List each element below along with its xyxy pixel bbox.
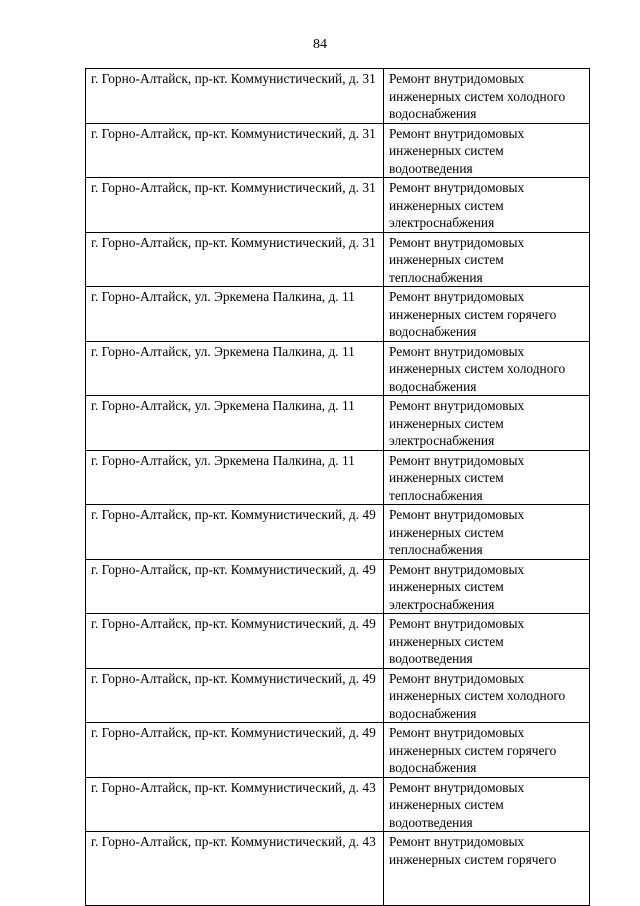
address-cell: г. Горно-Алтайск, ул. Эркемена Палкина, д. 11 [86,341,384,396]
work-type-cell: Ремонт внутридомовых инженерных систем холодного водоснабжения [384,668,590,723]
table-row [86,668,590,723]
work-type-cell: Ремонт внутридомовых инженерных систем горячего водоснабжения [384,723,590,778]
address-cell: г. Горно-Алтайск, пр-кт. Коммунистический, д. 43 [86,832,384,906]
table-row [86,341,590,396]
works-table-body [86,69,590,906]
work-type-cell: Ремонт внутридомовых инженерных систем теплоснабжения [384,505,590,560]
address-cell: г. Горно-Алтайск, пр-кт. Коммунистический, д. 43 [86,777,384,832]
table-row [86,287,590,342]
address-cell: г. Горно-Алтайск, пр-кт. Коммунистический, д. 31 [86,69,384,124]
work-type-cell: Ремонт внутридомовых инженерных систем водоотведения [384,123,590,178]
table-row [86,396,590,451]
work-type-cell: Ремонт внутридомовых инженерных систем теплоснабжения [384,450,590,505]
address-cell: г. Горно-Алтайск, пр-кт. Коммунистический, д. 49 [86,668,384,723]
address-cell: г. Горно-Алтайск, пр-кт. Коммунистический, д. 31 [86,123,384,178]
work-type-cell: Ремонт внутридомовых инженерных систем электроснабжения [384,559,590,614]
works-table [85,68,590,906]
work-type-cell: Ремонт внутридомовых инженерных систем холодного водоснабжения [384,341,590,396]
address-cell: г. Горно-Алтайск, пр-кт. Коммунистический, д. 49 [86,614,384,669]
table-row [86,505,590,560]
work-type-cell: Ремонт внутридомовых инженерных систем водоотведения [384,777,590,832]
table-row [86,559,590,614]
work-type-cell: Ремонт внутридомовых инженерных систем теплоснабжения [384,232,590,287]
work-type-cell: Ремонт внутридомовых инженерных систем электроснабжения [384,178,590,233]
address-cell: г. Горно-Алтайск, ул. Эркемена Палкина, д. 11 [86,396,384,451]
work-type-cell: Ремонт внутридомовых инженерных систем холодного водоснабжения [384,69,590,124]
address-cell: г. Горно-Алтайск, пр-кт. Коммунистический, д. 49 [86,723,384,778]
table-row [86,832,590,906]
address-cell: г. Горно-Алтайск, ул. Эркемена Палкина, д. 11 [86,450,384,505]
work-type-cell: Ремонт внутридомовых инженерных систем горячего [384,832,590,906]
table-row [86,614,590,669]
address-cell: г. Горно-Алтайск, ул. Эркемена Палкина, д. 11 [86,287,384,342]
table-row [86,777,590,832]
work-type-cell: Ремонт внутридомовых инженерных систем водоотведения [384,614,590,669]
address-cell: г. Горно-Алтайск, пр-кт. Коммунистический, д. 49 [86,559,384,614]
table-row [86,450,590,505]
address-cell: г. Горно-Алтайск, пр-кт. Коммунистический, д. 31 [86,178,384,233]
table-row [86,232,590,287]
table-row [86,123,590,178]
table-row [86,723,590,778]
work-type-cell: Ремонт внутридомовых инженерных систем электроснабжения [384,396,590,451]
table-row [86,178,590,233]
address-cell: г. Горно-Алтайск, пр-кт. Коммунистический, д. 31 [86,232,384,287]
table-row [86,69,590,124]
page-number: 84 [313,37,327,52]
address-cell: г. Горно-Алтайск, пр-кт. Коммунистический, д. 49 [86,505,384,560]
work-type-cell: Ремонт внутридомовых инженерных систем горячего водоснабжения [384,287,590,342]
